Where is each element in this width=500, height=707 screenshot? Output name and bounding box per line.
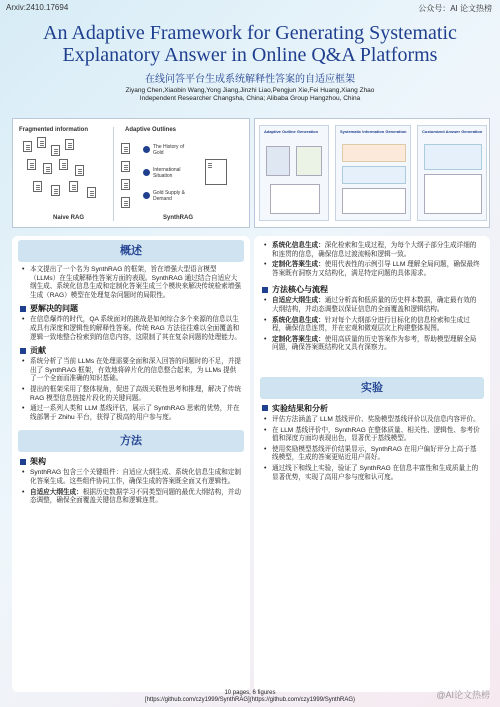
sample-block <box>296 146 322 176</box>
doc-icon <box>43 163 52 174</box>
answer-block <box>424 174 482 214</box>
authors-block <box>0 87 500 103</box>
experiment-item: • 评估方法涵盖了 LLM 基线评价、奖励模型基线评价以及信息内容评价。 <box>264 415 480 423</box>
contrib-item: • 提出的框架采用了整体视角，促进了高级关联性思考和推理，解决了传统 RAG 模型信息链接片段化的关键问题。 <box>22 385 241 402</box>
panel-outline-generation <box>259 125 329 221</box>
method-heading: 方法 <box>18 430 244 452</box>
sample-block <box>266 146 290 176</box>
naive-rag-label: Naive RAG <box>53 215 85 221</box>
doc-icon <box>121 143 130 154</box>
footer-pages: 10 pages, 6 figures <box>224 690 276 696</box>
method-core-item: • 系统化信息生成：针对每个大纲部分进行目标化的信息检索和生成过程，确保信息连贯，并在宏观和微观层次上构建整体视图。 <box>264 316 470 333</box>
doc-icon <box>121 197 130 208</box>
info-block <box>342 188 406 214</box>
panel-info-generation <box>335 125 411 221</box>
outline-item: International Situation <box>153 167 181 179</box>
method-core-item: • 自适应大纲生成：通过分析高和低质量的历史样本数据，确定最有效的大纲结构，并动态调整以保证信息的全面覆盖和逻辑结构。 <box>264 297 477 313</box>
affiliation-line: Independent Researcher Changsha, China; Alibaba Group Hangzhou, China <box>139 95 361 102</box>
outline-item: The History of Gold <box>153 144 185 156</box>
doc-icon <box>51 185 60 196</box>
figure-divider <box>113 127 114 221</box>
doc-icon <box>33 181 42 192</box>
doc-icon <box>69 181 78 192</box>
figure-naive-vs-synthrag <box>12 118 250 228</box>
footer <box>0 690 500 704</box>
doc-icon <box>121 179 130 190</box>
panel-title: Customized Answer Generation <box>422 129 483 134</box>
problem-paragraph: • 在信息爆炸的时代，QA 系统面对的挑战是如何综合多个来源的信息以生成具有深度和逻辑性的解释性答案。传统 RAG 方法往往难以全面覆盖和逻辑一致地整合检索到的信息内容，这限制了其在复杂问题的处理能力。 <box>22 316 241 341</box>
doc-icon <box>59 159 68 170</box>
method-core-heading: 方法核心与流程 <box>262 284 482 295</box>
contrib-item: • 通过一系列人类和 LLM 基线评估，展示了 SynthRAG 思索的优势，并在线部署于 Zhihu 平台，获得了极高的用户参与度。 <box>22 405 240 421</box>
panel-answer-generation <box>417 125 487 221</box>
heading-marker-icon <box>262 405 268 411</box>
doc-icon <box>37 137 46 148</box>
arxiv-id: Arxiv:2410.17694 <box>6 3 69 12</box>
outline-block <box>270 184 320 214</box>
heading-marker-icon <box>20 459 26 465</box>
account-label: 公众号：AI 论文热榜 <box>418 4 492 13</box>
authors-line: Ziyang Chen,Xiaobin Wang,Yong Jiang,Jinzhi Liao,Pengjun Xie,Fei Huang,Xiang Zhao <box>125 87 375 94</box>
doc-icon <box>27 159 36 170</box>
arch-paragraph: • SynthRAG 包含三个关键组件：自适应大纲生成、系统化信息生成和定制化答案生成。这些组件协同工作，确保生成的答案既全面又有逻辑性。 <box>22 469 242 485</box>
panel-title: Systematic Information Generation <box>340 129 407 134</box>
paper-title: An Adaptive Framework for Generating Systematic Explanatory Answer in Online Q&A Platforms <box>43 22 457 66</box>
adaptive-outlines-label: Adaptive Outlines <box>125 127 177 133</box>
doc-icon <box>87 187 96 198</box>
outline-node-icon <box>143 146 150 153</box>
info-block <box>342 144 406 162</box>
method-core-item: • 定制化答案生成：使用高质量的历史答案作为参考，帮助模型理解全局问题，确保答案既结构化又具有深察力。 <box>264 335 477 352</box>
top-bar <box>6 3 492 15</box>
doc-icon <box>75 165 84 176</box>
experiment-item: • 通过线下和线上实验，验证了 SynthRAG 在信息丰富性和生成质量上的显著优势，实现了高用户参与度和认可度。 <box>264 464 479 481</box>
paper-subtitle-cn: 在线问答平台生成系统解释性答案的自适应框架 <box>145 74 355 85</box>
doc-icon <box>121 161 130 172</box>
outline-node-icon <box>143 169 150 176</box>
contrib-item: • 系统分析了当前 LLMs 在处理需要全面和深入回答的问题时的不足，并提出了 SynthRAG 框架，有效地将碎片化的信息整合起来，为 LLMs 提供了一个全面而准确的知识基础。 <box>22 358 242 383</box>
outline-node-icon <box>143 192 150 199</box>
method-item: • 自适应大纲生成：根据历史数据学习不同类型问题的最优大纲结构，并动态调整，确保全面覆盖关键信息和逻辑连贯。 <box>22 488 241 505</box>
method-item: • 系统化信息生成：深化检索和生成过程，为每个大纲子部分生成详细的和连贯的信息，确保信息过渡流畅和逻辑一致。 <box>264 242 477 258</box>
contrib-heading: 贡献 <box>20 345 242 356</box>
footer-link[interactable]: [https://github.com/czy1999/SynthRAG](https://github.com/czy1999/SynthRAG) <box>144 697 356 703</box>
heading-marker-icon <box>262 287 268 293</box>
heading-marker-icon <box>20 348 26 354</box>
method-item: • 定制化答案生成：使用代表性的示例引导 LLM 理解全局问题，确保最终答案既有洞察力又结构化，满足特定问题的具体需求。 <box>264 261 480 277</box>
info-block <box>342 166 406 184</box>
experiments-heading: 实验 <box>260 377 484 399</box>
watermark: @AI论文热榜 <box>436 690 490 700</box>
figure-synthrag-pipeline <box>254 118 490 228</box>
experiment-item: • 使用奖励模型基线评价结果显示，SynthRAG 在用户偏好评分上高于基线模型，生成的答案更贴近用户喜好。 <box>264 445 477 462</box>
doc-icon <box>65 139 74 150</box>
right-column <box>254 236 490 692</box>
answer-doc-icon <box>205 159 227 185</box>
experiment-item: • 在 LLM 基线评价中，SynthRAG 在整体质量、相关性、逻辑性、参考价值和深度方面均表现出色，显著优于基线模型。 <box>264 426 480 443</box>
outline-item: Gold Supply & Demand <box>153 190 185 202</box>
doc-icon <box>23 141 32 152</box>
answer-block <box>424 144 482 170</box>
left-column <box>12 236 250 692</box>
heading-marker-icon <box>20 306 26 312</box>
overview-paragraph: • 本文提出了一个名为 SynthRAG 的框架，旨在增强大型语言模型（LLMs）在生成解释性答案方面的表现。SynthRAG 通过结合自适应大纲生成、系统化信息生成和定制化答案生成三个模块来解决传统检索增强生成（RAG）模型在处理复杂问题时的局限性。 <box>22 266 241 299</box>
results-heading: 实验结果和分析 <box>262 403 482 414</box>
arch-heading: 架构 <box>20 456 242 467</box>
problem-heading: 要解决的问题 <box>20 303 242 314</box>
doc-icon <box>51 145 60 156</box>
panel-title: Adaptive Outline Generation <box>264 129 319 134</box>
overview-heading: 概述 <box>18 240 244 262</box>
synthrag-label: SynthRAG <box>163 215 193 221</box>
fragmented-info-label: Fragmented information <box>19 127 89 133</box>
